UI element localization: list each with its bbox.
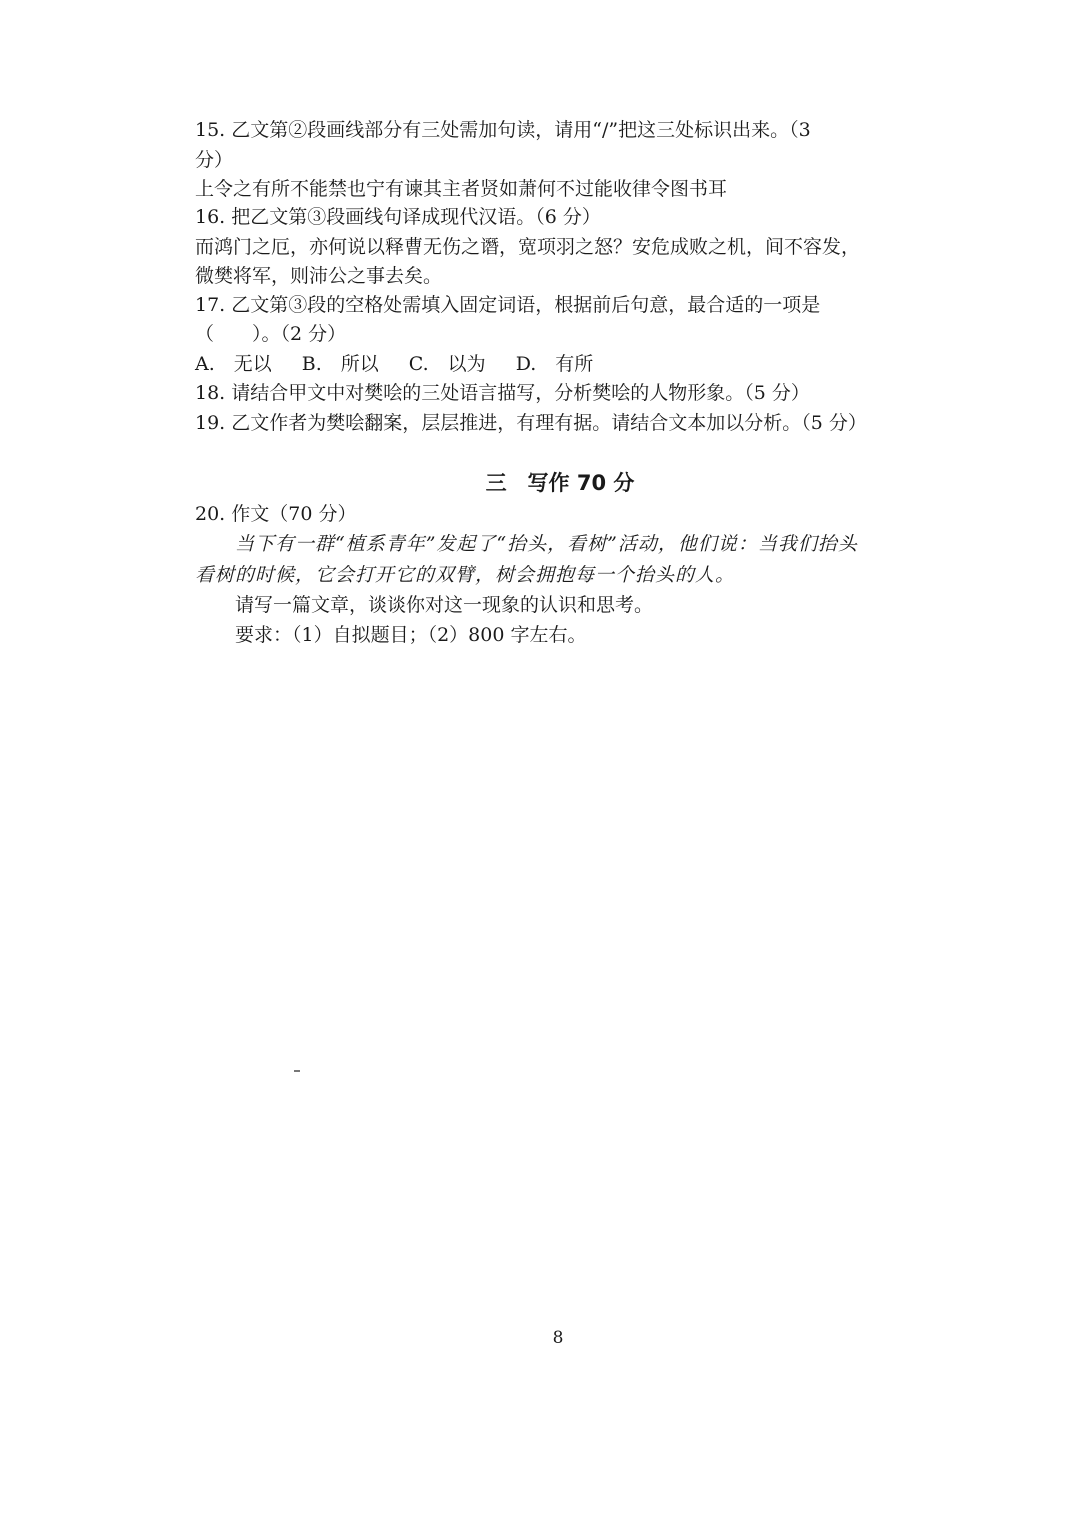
question-16-line1: 16. 把乙文第③段画线句译成现代汉语。（6 分） bbox=[195, 206, 601, 228]
question-17-options bbox=[195, 352, 593, 376]
question-15-passage: 上令之有所不能禁也宁有谏其主者贤如萧何不过能收律令图书耳 bbox=[195, 178, 728, 200]
question-15-line2: 分） bbox=[195, 149, 234, 171]
essay-prompt-line1: 当下有一群“植系青年”发起了“抬头，看树”活动，他们说：当我们抬头 bbox=[235, 533, 858, 555]
option-a: A. 无以 bbox=[195, 353, 272, 375]
question-18: 18. 请结合甲文中对樊哙的三处语言描写，分析樊哙的人物形象。（5 分） bbox=[195, 382, 810, 404]
question-19: 19. 乙文作者为樊哙翻案，层层推进，有理有据。请结合文本加以分析。（5 分） bbox=[195, 412, 867, 434]
page-number: 8 bbox=[552, 1328, 564, 1348]
question-17-line2: （ ）。（2 分） bbox=[195, 323, 347, 345]
scan-speck bbox=[294, 1070, 300, 1072]
question-17-line1: 17. 乙文第③段的空格处需填入固定词语，根据前后句意，最合适的一项是 bbox=[195, 294, 821, 316]
section-title: 三 写作 70 分 bbox=[485, 471, 635, 495]
question-16-passage2: 微樊将军，则沛公之事去矣。 bbox=[195, 265, 443, 287]
question-20: 20. 作文（70 分） bbox=[195, 503, 357, 525]
option-d: D. 有所 bbox=[515, 353, 594, 375]
essay-requirements: 要求：（1）自拟题目；（2）800 字左右。 bbox=[235, 624, 587, 646]
option-b: B. 所以 bbox=[301, 353, 379, 375]
question-15-line1: 15. 乙文第②段画线部分有三处需加句读，请用“/”把这三处标识出来。（3 bbox=[195, 119, 811, 141]
question-16-passage1: 而鸿门之厄，亦何说以释曹无伤之谮，宽项羽之怒？安危成败之机，间不容发， bbox=[195, 236, 861, 258]
essay-prompt-line2: 看树的时候，它会打开它的双臂，树会拥抱每一个抬头的人。 bbox=[195, 564, 736, 586]
option-c: C. 以为 bbox=[408, 353, 486, 375]
essay-instruction: 请写一篇文章，谈谈你对这一现象的认识和思考。 bbox=[235, 594, 654, 616]
